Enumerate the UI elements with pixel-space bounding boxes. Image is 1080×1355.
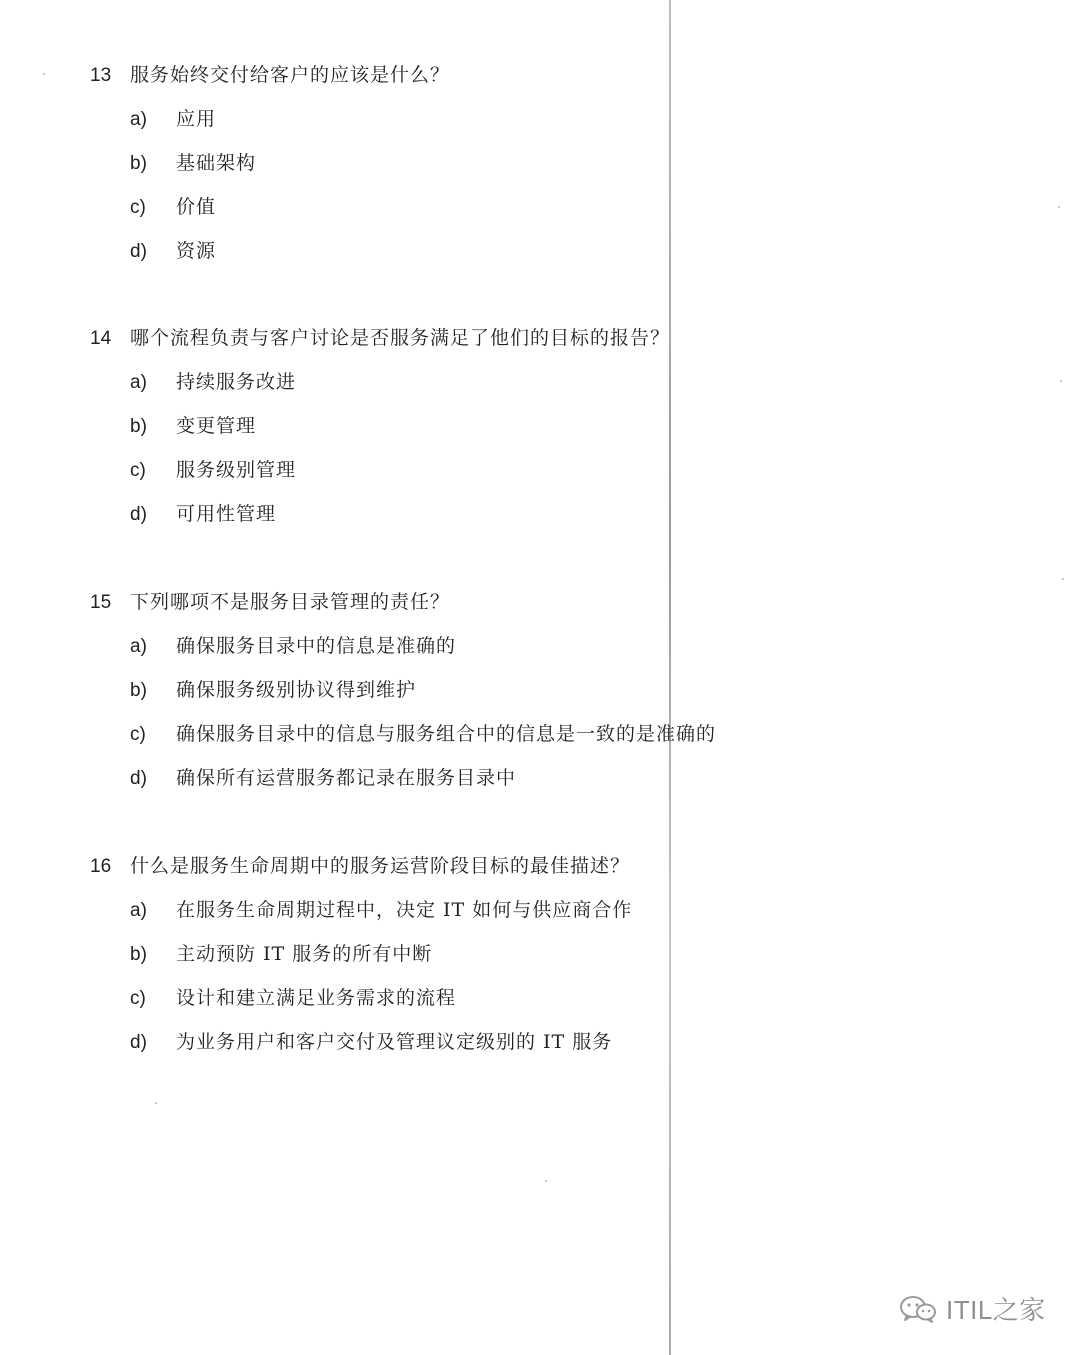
question-text: 服务始终交付给客户的应该是什么？	[130, 64, 451, 86]
option-letter: a)	[130, 109, 147, 130]
option-letter: b)	[130, 416, 147, 437]
scan-speck	[1060, 380, 1062, 382]
wechat-icon	[898, 1294, 938, 1324]
option-letter: d)	[130, 241, 147, 262]
option-c	[130, 192, 450, 236]
watermark	[898, 1290, 1046, 1327]
option-text: 为业务用户和客户交付及管理议定级别的 IT 服务	[176, 1031, 613, 1053]
question-number: 16	[90, 856, 112, 877]
question-15	[90, 587, 716, 807]
option-c	[130, 983, 632, 1027]
watermark-text: ITIL之家	[946, 1295, 1046, 1325]
question-text: 下列哪项不是服务目录管理的责任？	[130, 591, 451, 613]
option-letter: a)	[130, 372, 147, 393]
option-letter: d)	[130, 768, 147, 789]
option-a	[130, 631, 716, 675]
question-16	[90, 851, 632, 1071]
option-letter: a)	[130, 900, 147, 921]
question-text: 什么是服务生命周期中的服务运营阶段目标的最佳描述？	[130, 855, 631, 877]
scan-speck	[1058, 206, 1060, 208]
option-text: 变更管理	[176, 415, 257, 437]
option-b	[130, 939, 632, 983]
option-list	[130, 104, 450, 280]
option-letter: a)	[130, 636, 147, 657]
option-text: 资源	[176, 240, 217, 262]
option-d	[130, 763, 716, 807]
option-text: 设计和建立满足业务需求的流程	[176, 987, 457, 1009]
option-c	[130, 455, 670, 499]
option-list	[130, 631, 716, 807]
scan-speck	[545, 1180, 547, 1182]
option-d	[130, 1027, 632, 1071]
question-13	[90, 60, 450, 280]
option-letter: c)	[130, 988, 146, 1009]
option-letter: d)	[130, 1032, 147, 1053]
option-letter: b)	[130, 153, 147, 174]
option-b	[130, 411, 670, 455]
option-letter: b)	[130, 944, 147, 965]
option-text: 基础架构	[176, 152, 257, 174]
question-14	[90, 323, 670, 543]
option-text: 应用	[176, 108, 217, 130]
scan-speck	[1062, 578, 1064, 580]
option-text: 可用性管理	[176, 503, 277, 525]
scan-speck	[155, 1102, 157, 1104]
question-text: 哪个流程负责与客户讨论是否服务满足了他们的目标的报告？	[130, 327, 671, 349]
option-b	[130, 675, 716, 719]
option-text: 确保服务目录中的信息与服务组合中的信息是一致的是准确的	[176, 723, 717, 745]
option-text: 确保服务级别协议得到维护	[176, 679, 417, 701]
scan-speck	[43, 73, 45, 75]
option-text: 持续服务改进	[176, 371, 297, 393]
option-letter: c)	[130, 197, 146, 218]
option-list	[130, 895, 632, 1071]
option-text: 价值	[176, 196, 217, 218]
option-d	[130, 499, 670, 543]
option-list	[130, 367, 670, 543]
option-a	[130, 895, 632, 939]
question-number: 15	[90, 592, 112, 613]
option-text: 确保服务目录中的信息是准确的	[176, 635, 457, 657]
option-text: 主动预防 IT 服务的所有中断	[176, 943, 433, 965]
option-letter: c)	[130, 724, 146, 745]
option-letter: d)	[130, 504, 147, 525]
option-text: 确保所有运营服务都记录在服务目录中	[176, 767, 517, 789]
option-a	[130, 367, 670, 411]
option-d	[130, 236, 450, 280]
option-a	[130, 104, 450, 148]
option-c	[130, 719, 716, 763]
question-number: 13	[90, 65, 112, 86]
question-number: 14	[90, 328, 112, 349]
option-letter: c)	[130, 460, 146, 481]
option-letter: b)	[130, 680, 147, 701]
option-text: 服务级别管理	[176, 459, 297, 481]
option-text: 在服务生命周期过程中，决定 IT 如何与供应商合作	[176, 899, 633, 921]
option-b	[130, 148, 450, 192]
